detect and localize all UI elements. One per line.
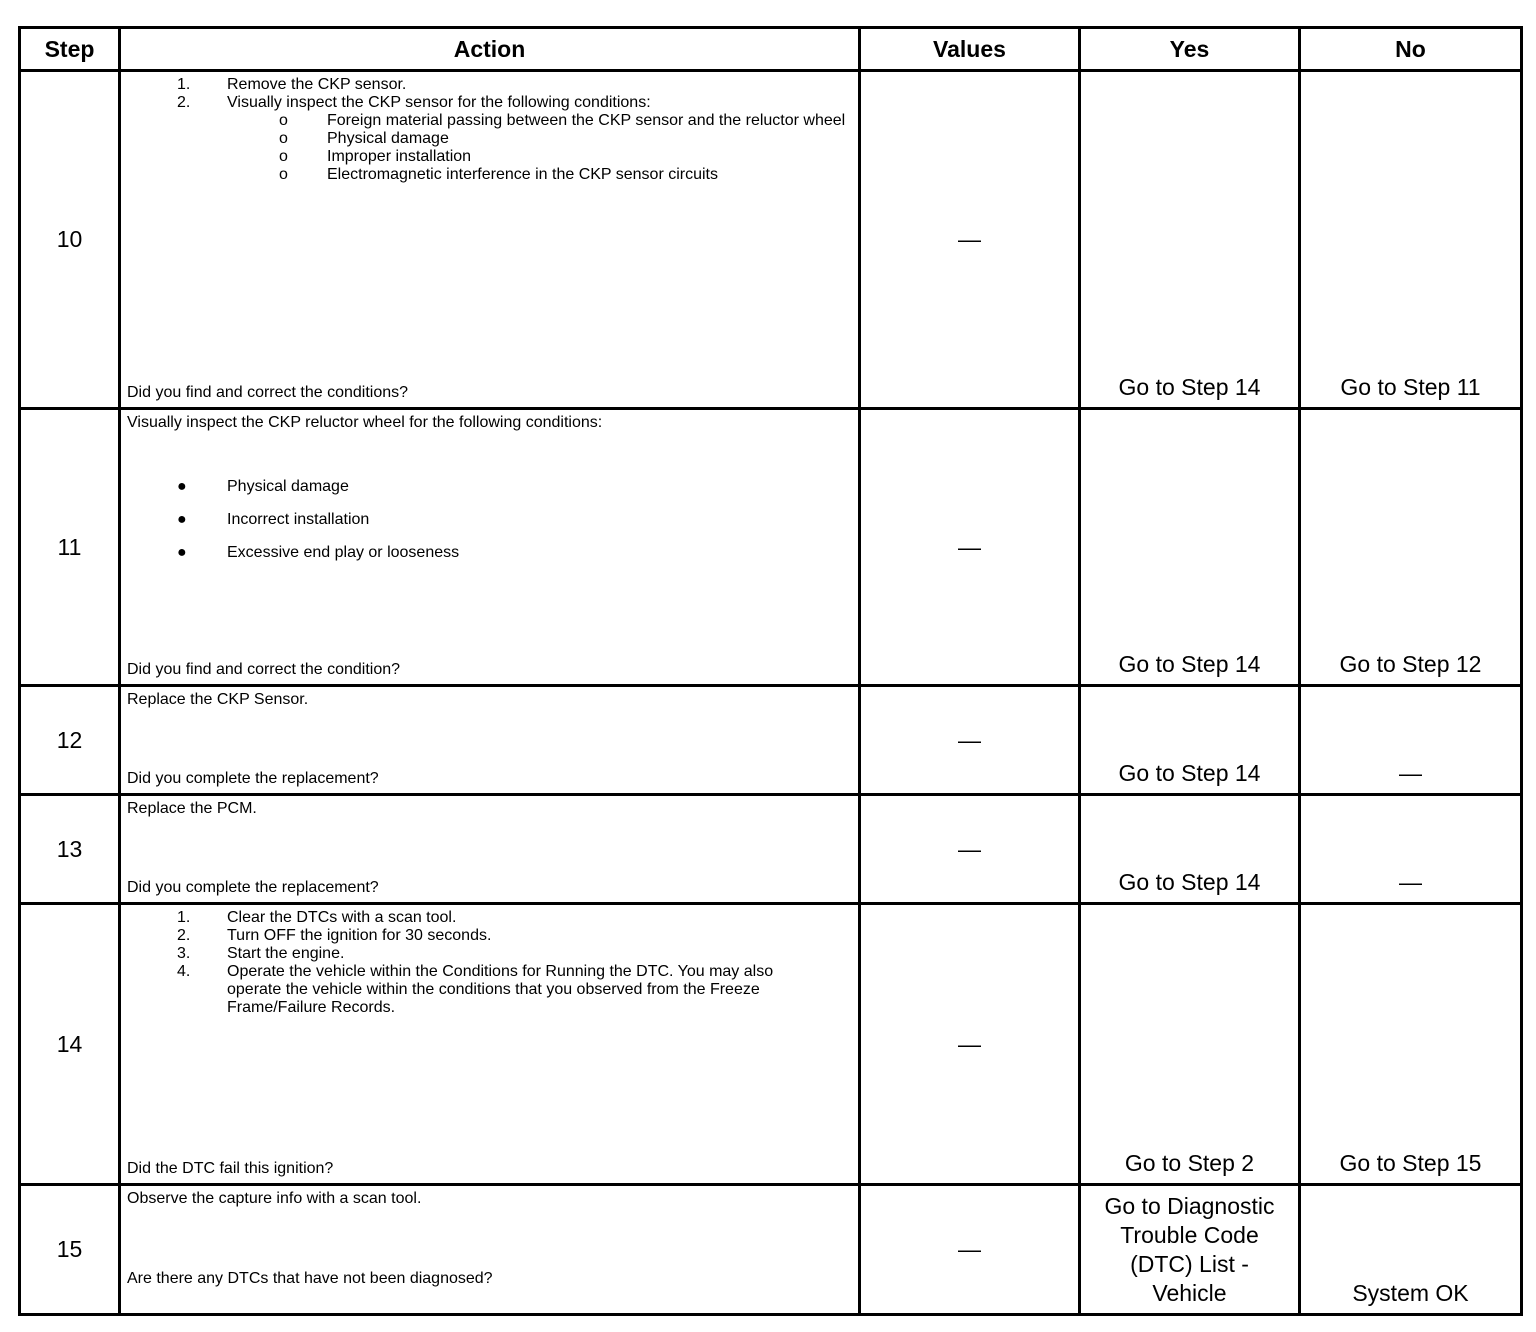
- em-dash: —: [958, 835, 981, 862]
- em-dash: —: [1399, 760, 1422, 786]
- table-row: [20, 686, 1522, 795]
- list-item: 1. Remove the CKP sensor.: [177, 76, 407, 93]
- em-dash: —: [1399, 869, 1422, 895]
- action-cell: [120, 904, 860, 1185]
- list-item: ● Physical damage: [177, 478, 349, 495]
- header-action: Action: [120, 28, 860, 71]
- em-dash: —: [958, 226, 981, 252]
- numbered-list: [127, 76, 854, 112]
- sub-list: [127, 112, 854, 184]
- header-no: No: [1300, 28, 1522, 71]
- table-row: [20, 1185, 1522, 1315]
- list-item: o Improper installation: [279, 148, 472, 165]
- yes-cell[interactable]: Go to Diagnostic Trouble Code (DTC) List - Vehicle: [1080, 1185, 1300, 1315]
- list-item: 2. Turn OFF the ignition for 30 seconds.: [177, 927, 492, 944]
- no-cell: Go to Step 11: [1300, 71, 1522, 409]
- yes-cell: Go to Step 14: [1080, 409, 1300, 686]
- values-cell: [860, 71, 1080, 409]
- action-cell: [120, 686, 860, 795]
- step-number: 14: [20, 904, 120, 1185]
- values-cell: [860, 686, 1080, 795]
- values-cell: [860, 409, 1080, 686]
- action-cell: [120, 409, 860, 686]
- yes-cell: Go to Step 14: [1080, 795, 1300, 904]
- action-intro: Replace the CKP Sensor.: [127, 691, 309, 708]
- list-item: 4. Operate the vehicle within the Conditions for Running the DTC. You may also operate the vehicle within the conditions that you observed from the Freeze Frame/Failure Records.: [177, 963, 774, 1016]
- action-question: Did you find and correct the conditions?: [127, 384, 409, 401]
- table-row: [20, 409, 1522, 686]
- action-intro: Visually inspect the CKP reluctor wheel for the following conditions:: [127, 414, 603, 431]
- action-cell: [120, 795, 860, 904]
- step-number: 15: [20, 1185, 120, 1315]
- list-item: o Electromagnetic interference in the CKP sensor circuits: [279, 166, 718, 183]
- action-question: Did the DTC fail this ignition?: [127, 1160, 334, 1177]
- action-cell: [120, 71, 860, 409]
- action-question: Did you complete the replacement?: [127, 770, 379, 787]
- step-number: 12: [20, 686, 120, 795]
- action-question: Did you find and correct the condition?: [127, 661, 401, 678]
- table-row: [20, 795, 1522, 904]
- no-cell: Go to Step 12: [1300, 409, 1522, 686]
- action-intro: Replace the PCM.: [127, 800, 257, 817]
- diagnostic-table: [18, 26, 1523, 1316]
- em-dash: —: [958, 1030, 981, 1057]
- step-number: 13: [20, 795, 120, 904]
- action-question: Did you complete the replacement?: [127, 879, 379, 896]
- step-number: 11: [20, 409, 120, 686]
- em-dash: —: [958, 533, 981, 560]
- list-item: 3. Start the engine.: [177, 945, 345, 962]
- list-item: ● Excessive end play or looseness: [177, 544, 460, 561]
- table-row: [20, 904, 1522, 1185]
- no-cell: [1300, 686, 1522, 795]
- no-cell: System OK: [1300, 1185, 1522, 1315]
- no-cell: Go to Step 15: [1300, 904, 1522, 1185]
- action-question: Are there any DTCs that have not been diagnosed?: [127, 1270, 493, 1287]
- list-item: ● Incorrect installation: [177, 511, 370, 528]
- action-cell: [120, 1185, 860, 1315]
- list-item: 1. Clear the DTCs with a scan tool.: [177, 909, 457, 926]
- header-values: Values: [860, 28, 1080, 71]
- action-intro: Observe the capture info with a scan tool.: [127, 1190, 422, 1207]
- list-item: 2. Visually inspect the CKP sensor for the following conditions:: [177, 94, 651, 111]
- values-cell: [860, 904, 1080, 1185]
- em-dash: —: [958, 1236, 981, 1262]
- header-yes: Yes: [1080, 28, 1300, 71]
- yes-cell: Go to Step 14: [1080, 686, 1300, 795]
- numbered-list: [127, 909, 854, 1017]
- list-item: o Physical damage: [279, 130, 449, 147]
- step-number: 10: [20, 71, 120, 409]
- no-cell: [1300, 795, 1522, 904]
- bullet-list: [127, 470, 854, 569]
- yes-cell: Go to Step 2: [1080, 904, 1300, 1185]
- values-cell: [860, 795, 1080, 904]
- list-item: o Foreign material passing between the CKP sensor and the reluctor wheel: [279, 112, 846, 129]
- em-dash: —: [958, 726, 981, 753]
- header-row: [20, 28, 1522, 71]
- yes-cell: Go to Step 14: [1080, 71, 1300, 409]
- table-row: [20, 71, 1522, 409]
- header-step: Step: [20, 28, 120, 71]
- values-cell: [860, 1185, 1080, 1315]
